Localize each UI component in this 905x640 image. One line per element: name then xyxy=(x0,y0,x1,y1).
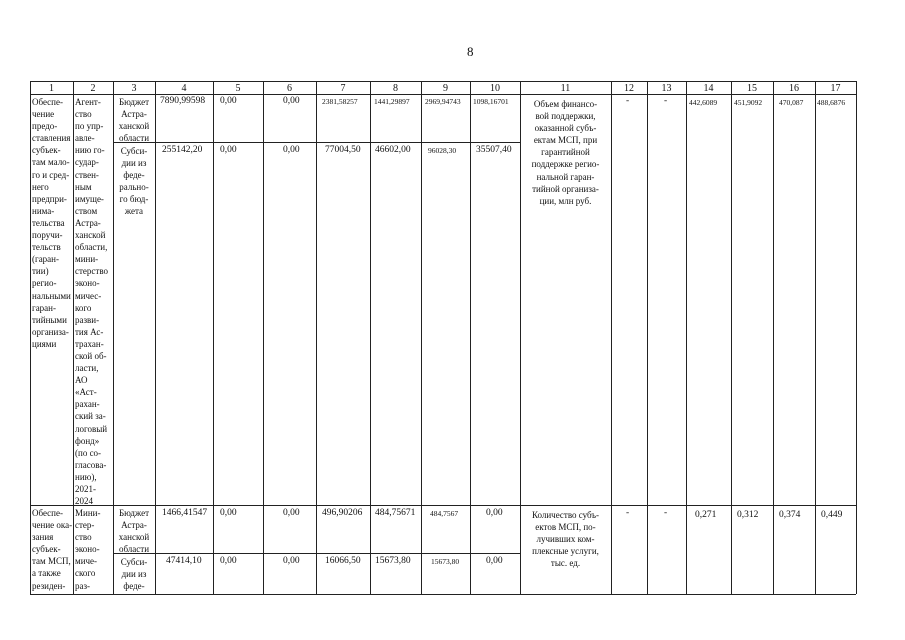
row1-sub2-total: 255142,20 xyxy=(162,145,203,155)
col-line-0 xyxy=(30,81,31,594)
row1-sub1-total: 7890,99598 xyxy=(160,96,206,106)
header-col-11: 11 xyxy=(560,83,571,94)
row1-c17: 488,6876 xyxy=(817,98,846,107)
row2-sub2-c5: 0,00 xyxy=(220,556,237,566)
col-line-8 xyxy=(421,81,422,594)
row2-event-name: Обеспе- чение ока- зания субъек- там МСП, а также резиден- xyxy=(32,508,73,591)
header-col-5: 5 xyxy=(235,83,241,94)
row2-sub1-total: 1466,41547 xyxy=(162,508,208,518)
row1-sub2-c7: 77004,50 xyxy=(325,145,361,155)
header-col-2: 2 xyxy=(90,83,96,94)
row2-sub1-c6: 0,00 xyxy=(283,508,300,518)
col-line-1 xyxy=(73,81,74,594)
header-col-8: 8 xyxy=(393,83,398,94)
row2-c16: 0,374 xyxy=(779,510,801,520)
table-border-top xyxy=(30,81,856,82)
row-divider xyxy=(30,505,856,506)
col-line-4 xyxy=(213,81,214,594)
col-line-5 xyxy=(263,81,264,594)
row1-sub1-c5: 0,00 xyxy=(220,96,237,106)
row2-sub1-c5: 0,00 xyxy=(220,508,237,518)
col-line-6 xyxy=(316,81,317,594)
header-col-16: 16 xyxy=(789,83,799,94)
col-line-3 xyxy=(155,81,156,594)
row1-sub1-c6: 0,00 xyxy=(283,96,300,106)
row1-sub1-c9: 2969,94743 xyxy=(425,97,461,106)
row1-funding-source-1: Бюджет Астра- ханской области xyxy=(118,97,150,144)
col-line-7 xyxy=(370,81,371,594)
header-col-13: 13 xyxy=(661,83,672,94)
col-line-14 xyxy=(731,81,732,594)
header-col-1: 1 xyxy=(49,83,54,94)
col-line-17 xyxy=(856,81,857,594)
header-col-10: 10 xyxy=(490,83,500,94)
row1-sub2-c10: 35507,40 xyxy=(476,145,512,155)
row1-event-name: Обеспе- чение предо- ставления субъек- там мало- го и сред- него предпри- нима- тельства поручи- тельств (гаран- тии) регио- нальными гаран- тийными организа- циями xyxy=(32,97,71,349)
row2-sub2-c9: 15673,80 xyxy=(431,557,460,566)
row2-sub1-c7: 496,90206 xyxy=(322,508,363,518)
row1-sub2-c6: 0,00 xyxy=(283,145,300,155)
row1-sub1-c8: 1441,29897 xyxy=(374,97,410,106)
header-col-4: 4 xyxy=(181,83,187,94)
header-col-14: 14 xyxy=(703,83,714,94)
row2-c17: 0,449 xyxy=(821,510,843,520)
row2-c12: - xyxy=(626,508,630,518)
row2-funding-source-1: Бюджет Астра- ханской области xyxy=(118,508,150,555)
row2-sub2-c10: 0,00 xyxy=(486,556,503,566)
row1-sub1-c7: 2381,58257 xyxy=(322,97,358,106)
row1-indicator: Объем финансо- вой поддержки, оказанной субъ- ектам МСП, при гарантийной поддержке регио- нальной гаран- тийной организа- ции, млн руб. xyxy=(531,99,600,206)
row2-sub2-c7: 16066,50 xyxy=(325,556,361,566)
col-line-12 xyxy=(647,81,648,594)
row2-sub1-c10: 0,00 xyxy=(486,508,503,518)
header-col-9: 9 xyxy=(443,83,448,94)
row1-c13: - xyxy=(664,96,668,106)
row2-executor: Мини- стер- ство эконо- миче- ского раз- xyxy=(75,508,101,591)
row1-sub2-c8: 46602,00 xyxy=(375,145,411,155)
row1-c12: - xyxy=(626,96,630,106)
row1-c14: 442,6089 xyxy=(689,98,718,107)
col-line-9 xyxy=(470,81,471,594)
page-number: 8 xyxy=(467,44,474,59)
header-divider xyxy=(30,94,856,95)
col-line-13 xyxy=(686,81,687,594)
row1-sub2-c9: 96028,30 xyxy=(428,146,457,155)
row1-executor: Агент- ство по упр- авле- нию го- судар- ствен- ным имуще- ством Астра- ханской области, мини- стерство эконо- мичес- кого разви- тия Ас- трахан- ской об- ласти, АО «Аст- рахан- ский за- логовый фонд» (по со- гласова- нию), 2021- 2024 xyxy=(75,97,109,507)
header-col-3: 3 xyxy=(131,83,137,94)
row1-c16: 470,087 xyxy=(779,98,804,107)
header-col-15: 15 xyxy=(747,83,757,94)
row2-sub1-c8: 484,75671 xyxy=(375,508,416,518)
header-col-6: 6 xyxy=(287,83,292,94)
row2-c14: 0,271 xyxy=(695,510,717,520)
row2-sub2-c8: 15673,80 xyxy=(375,556,411,566)
row1-funding-source-2: Субси- дии из феде- рально- го бюд- жета xyxy=(119,146,149,217)
col-line-16 xyxy=(815,81,816,594)
header-col-12: 12 xyxy=(624,83,634,94)
row2-sub2-total: 47414,10 xyxy=(166,556,202,566)
col-line-11 xyxy=(611,81,612,594)
row2-indicator: Количество субъ- ектов МСП, по- лучивших ком- плексные услуги, тыс. ед. xyxy=(531,510,600,569)
col-line-15 xyxy=(773,81,774,594)
row2-sub1-c9: 484,7567 xyxy=(430,509,459,518)
row1-sub1-c10: 1098,16701 xyxy=(473,97,509,106)
table-border-bottom xyxy=(30,594,856,595)
header-col-17: 17 xyxy=(830,83,841,94)
row2-funding-source-2: Субси- дии из феде- xyxy=(120,557,148,592)
row2-c13: - xyxy=(664,508,668,518)
row2-sub2-c6: 0,00 xyxy=(283,556,300,566)
row1-c15: 451,9092 xyxy=(734,98,763,107)
row1-sub2-c5: 0,00 xyxy=(220,145,237,155)
header-col-7: 7 xyxy=(340,83,346,94)
row2-c15: 0,312 xyxy=(737,510,759,520)
